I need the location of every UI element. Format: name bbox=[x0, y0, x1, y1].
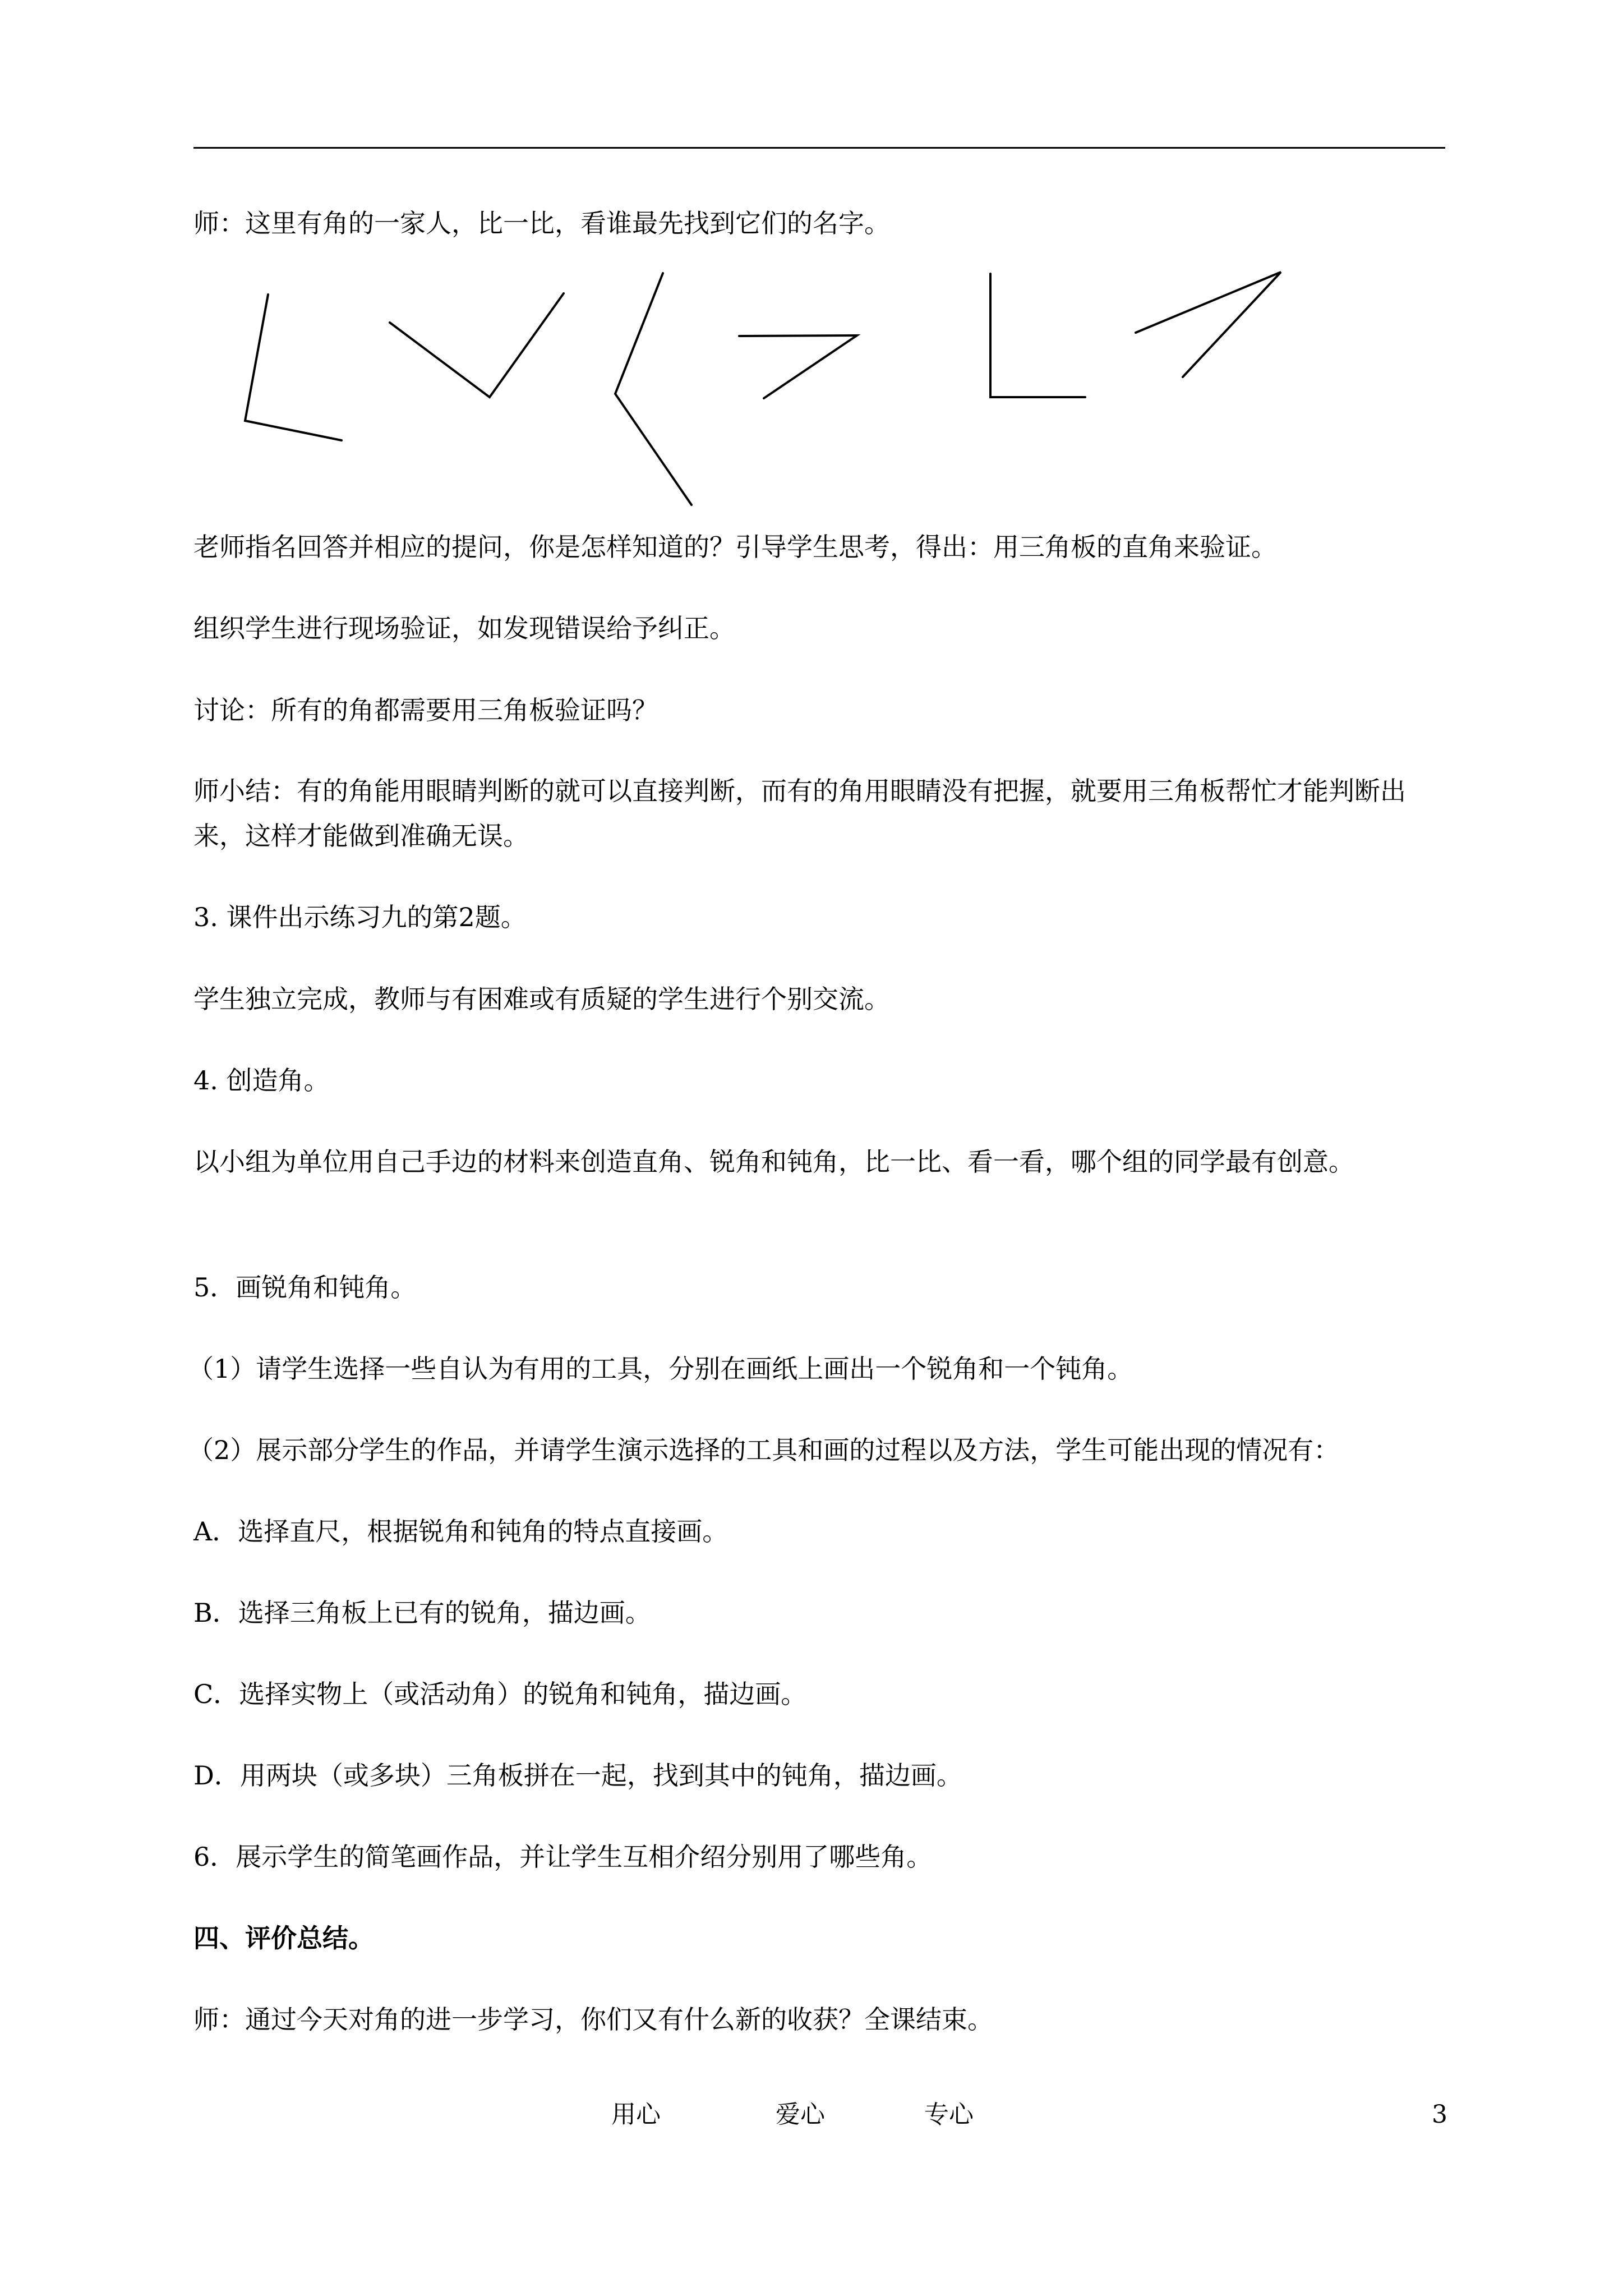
paragraph: 6．展示学生的简笔画作品，并让学生互相介绍分别用了哪些角。 bbox=[193, 1842, 933, 1872]
paragraph: C．选择实物上（或活动角）的锐角和钝角，描边画。 bbox=[193, 1679, 807, 1709]
paragraph: （1）请学生选择一些自认为有用的工具，分别在画纸上画出一个锐角和一个钝角。 bbox=[188, 1354, 1133, 1384]
section-heading: 四、评价总结。 bbox=[193, 1923, 374, 1953]
angle-6 bbox=[1136, 272, 1281, 377]
paragraph: 4. 创造角。 bbox=[193, 1065, 330, 1096]
paragraph: B．选择三角板上已有的锐角，描边画。 bbox=[193, 1598, 651, 1628]
angle-4 bbox=[739, 335, 857, 398]
paragraph: 老师指名回答并相应的提问，你是怎样知道的？引导学生思考，得出：用三角板的直角来验证。 bbox=[193, 532, 1277, 562]
footer-right: 专心 bbox=[924, 2100, 974, 2129]
paragraph: 讨论：所有的角都需要用三角板验证吗？ bbox=[193, 695, 658, 725]
paragraph: （2）展示部分学生的作品，并请学生演示选择的工具和画的过程以及方法，学生可能出现的情况有： bbox=[188, 1435, 1340, 1465]
paragraph: 以小组为单位用自己手边的材料来创造直角、锐角和钝角，比一比、看一看，哪个组的同学最有创意。 bbox=[193, 1147, 1354, 1177]
intro-paragraph: 师：这里有角的一家人，比一比，看谁最先找到它们的名字。 bbox=[193, 208, 890, 238]
angle-1 bbox=[245, 295, 342, 440]
closing-paragraph: 师：通过今天对角的进一步学习，你们又有什么新的收获？全课结束。 bbox=[193, 2004, 993, 2035]
paragraph: 组织学生进行现场验证，如发现错误给予纠正。 bbox=[193, 613, 735, 643]
page-number: 3 bbox=[1432, 2100, 1447, 2129]
paragraph: 3. 课件出示练习九的第2题。 bbox=[193, 902, 527, 932]
paragraph: 师小结：有的角能用眼睛判断的就可以直接判断，而有的角用眼睛没有把握，就要用三角板帮忙才能判断出来，这样才能做到准确无误。 bbox=[193, 776, 1406, 851]
angle-3 bbox=[615, 273, 691, 505]
paragraph: D．用两块（或多块）三角板拼在一起，找到其中的钝角，描边画。 bbox=[193, 1760, 962, 1791]
footer-middle: 爱心 bbox=[776, 2100, 825, 2129]
footer-left: 用心 bbox=[611, 2100, 661, 2129]
paragraph: 学生独立完成，教师与有困难或有质疑的学生进行个别交流。 bbox=[193, 984, 890, 1014]
paragraph: 5．画锐角和钝角。 bbox=[193, 1272, 417, 1303]
paragraph: A．选择直尺，根据锐角和钝角的特点直接画。 bbox=[193, 1516, 728, 1547]
angle-2 bbox=[390, 293, 564, 397]
angle-5 bbox=[990, 274, 1085, 397]
